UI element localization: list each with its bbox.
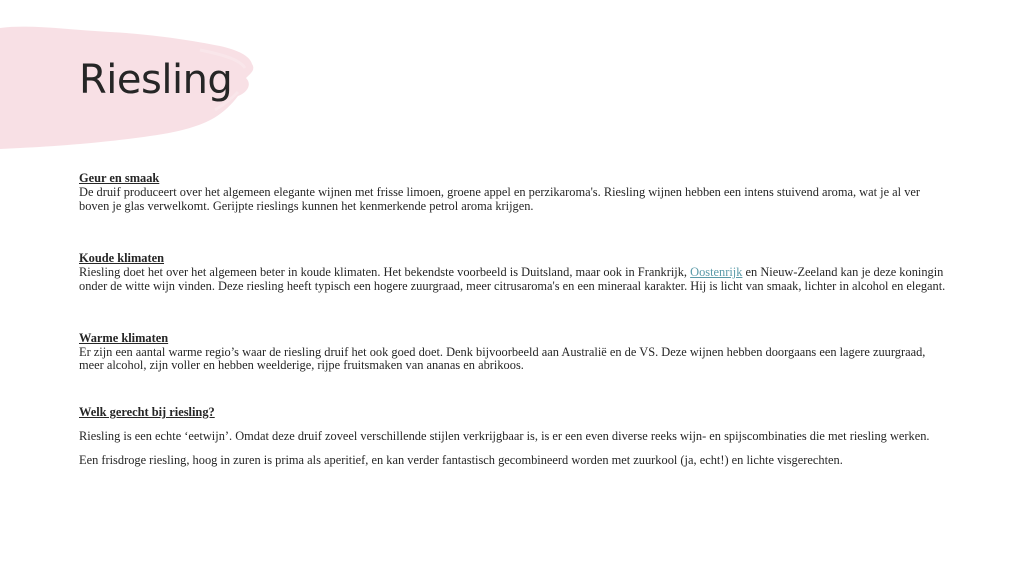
section-text (79, 266, 949, 294)
section-warme-klimaten (79, 332, 949, 373)
text-segment: en Nieuw-Zeeland kan je deze koningin onder de witte wijn vinden. Deze riesling heeft typisch een hogere zuurgraad, meer citrusaroma's en een mineraal karakter. Hij is licht van smaak, lichter in alcohol en elegant. (79, 265, 946, 293)
slide-title: Riesling (79, 57, 233, 103)
section-koude-klimaten (79, 252, 949, 293)
section-geur-en-smaak (79, 172, 949, 213)
section-heading: Warme klimaten (79, 330, 169, 345)
oostenrijk-link[interactable]: Oostenrijk (690, 265, 743, 280)
section-text: Er zijn een aantal warme regio’s waar de riesling druif het ook goed doet. Denk bijvoorbeeld aan Australië en de VS. Deze wijnen hebben doorgaans een lagere zuurgraad, meer alcohol, zijn voller en hebben weelderige, rijpe fruitsmaken van ananas en abrikoos. (79, 344, 926, 373)
section-heading: Koude klimaten (79, 251, 165, 266)
section-paragraph: Riesling is een echte ‘eetwijn’. Omdat deze druif zoveel verschillende stijlen verkrijgbaar is, is er een even diverse reeks wijn- en spijscombinaties die met riesling werken. (79, 428, 930, 443)
slide-content (79, 172, 949, 478)
section-welk-gerecht (79, 406, 949, 467)
text-segment: Riesling doet het over het algemeen beter in koude klimaten. Het bekendste voorbeeld is Duitsland, maar ook in Frankrijk, (79, 265, 691, 280)
section-paragraph: Een frisdroge riesling, hoog in zuren is prima als aperitief, en kan verder fantastisch gecombineerd worden met zuurkool (ja, echt!) en lichte visgerechten. (79, 452, 843, 467)
section-heading: Welk gerecht bij riesling? (79, 405, 215, 420)
section-text: De druif produceert over het algemeen elegante wijnen met frisse limoen, groene appel en perzikaroma's. Riesling wijnen hebben een intens stuivend aroma, wat je al ver boven je glas verwelkomt. Gerijpte rieslings kunnen het kenmerkende petrol aroma krijgen. (79, 184, 921, 213)
section-heading: Geur en smaak (79, 171, 160, 185)
